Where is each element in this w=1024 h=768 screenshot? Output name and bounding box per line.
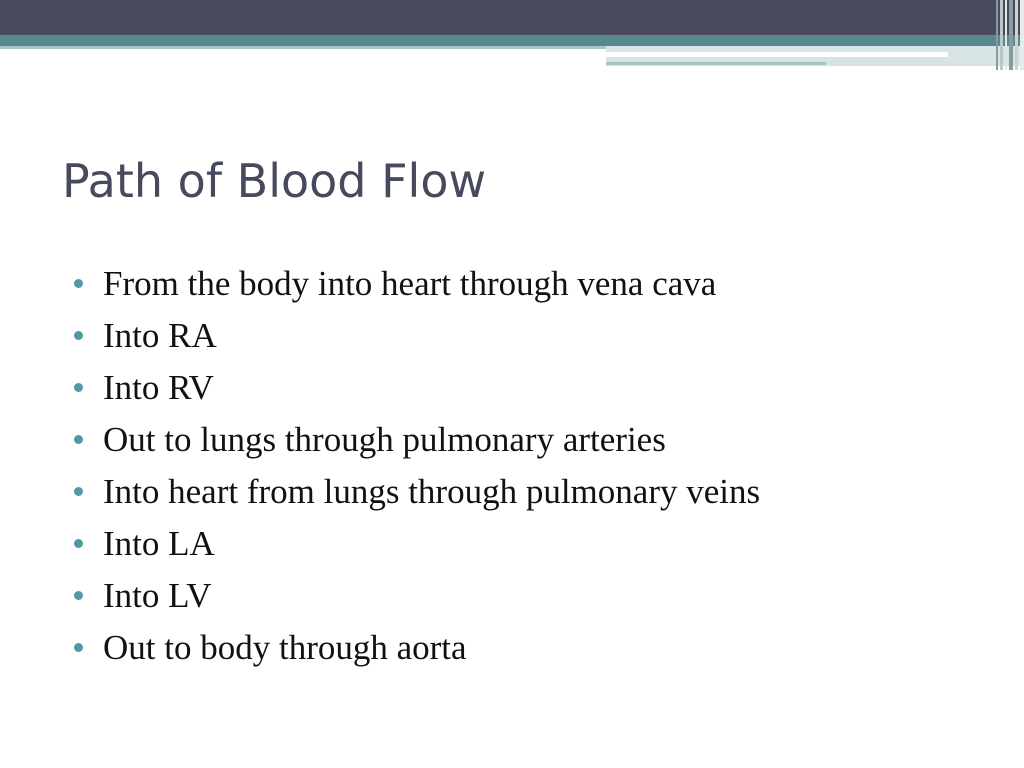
bullet-item: [74, 466, 994, 518]
bullet-dot-icon: [74, 435, 83, 444]
header-stripe: [1015, 0, 1018, 70]
bullet-text: Into heart from lungs through pulmonary veins: [103, 472, 761, 511]
bullet-dot-icon: [74, 487, 83, 496]
header-stripes: [994, 0, 1024, 70]
bullet-dot-icon: [74, 643, 83, 652]
header-light-line: [0, 46, 606, 49]
header-stripe: [1005, 0, 1007, 70]
bullet-text: Into RA: [103, 316, 217, 355]
bullet-text: Into LA: [103, 524, 215, 563]
header-right-accent-line: [606, 62, 826, 65]
bullet-dot-icon: [74, 539, 83, 548]
bullet-dot-icon: [74, 383, 83, 392]
bullet-item: [74, 622, 994, 674]
bullet-item: [74, 258, 994, 310]
slide-title: Path of Blood Flow: [62, 154, 487, 208]
bullet-text: Into LV: [103, 576, 212, 615]
bullet-dot-icon: [74, 279, 83, 288]
bullet-list: [74, 258, 994, 674]
bullet-text: Out to body through aorta: [103, 628, 467, 667]
header-right-inner-line: [606, 52, 948, 57]
bullet-text: From the body into heart through vena cava: [103, 264, 717, 303]
bullet-item: [74, 414, 994, 466]
header-stripe: [1009, 0, 1013, 70]
bullet-text: Into RV: [103, 368, 214, 407]
header-stripe: [1000, 0, 1003, 70]
bullet-item: [74, 310, 994, 362]
bullet-item: [74, 362, 994, 414]
header-dark-band: [0, 0, 1024, 35]
header-teal-band: [0, 35, 1024, 46]
bullet-dot-icon: [74, 591, 83, 600]
header-stripe: [996, 0, 998, 70]
bullet-dot-icon: [74, 331, 83, 340]
header-stripe: [1020, 0, 1024, 70]
bullet-item: [74, 570, 994, 622]
bullet-text: Out to lungs through pulmonary arteries: [103, 420, 666, 459]
bullet-item: [74, 518, 994, 570]
